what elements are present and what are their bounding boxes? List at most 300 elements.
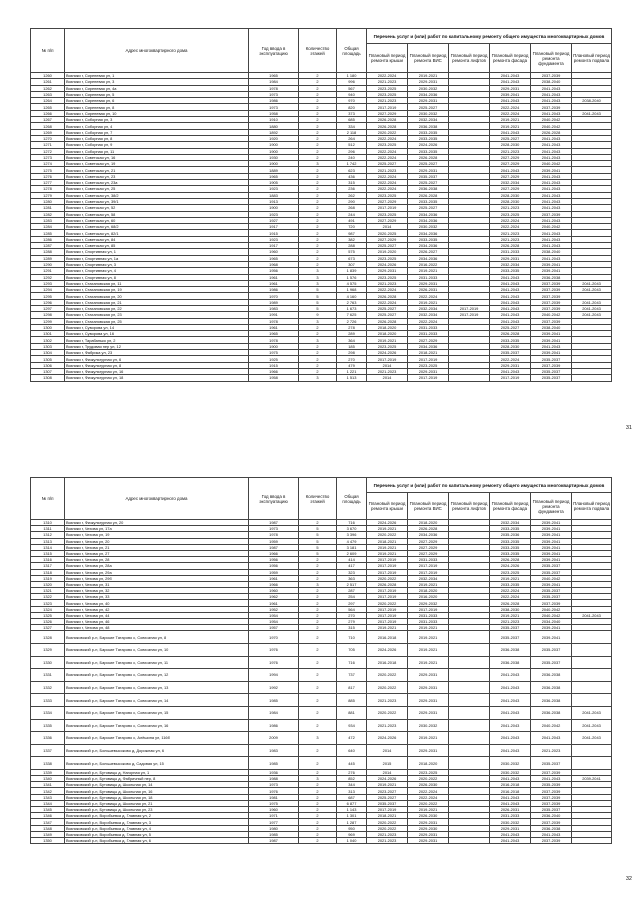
cell-foundation-period: 2037-2039: [531, 305, 572, 311]
cell-lift-period: [449, 706, 490, 719]
cell-year-built: 1965: [249, 331, 299, 337]
cell-facade-period: 2041-2043: [490, 79, 531, 85]
cell-heating-period: 2031-2033: [408, 324, 449, 330]
cell-year-built: 1978: [249, 532, 299, 538]
cell-row-number: 1313: [31, 538, 65, 544]
cell-year-built: 1962: [249, 594, 299, 600]
cell-floors: 2: [299, 192, 337, 198]
cell-facade-period: 2026-2031: [490, 807, 531, 813]
cell-roof-period: 2018-2021: [367, 813, 408, 819]
cell-floors: 2: [299, 819, 337, 825]
header-foundation: Плановый период ремонта фундамента: [531, 493, 572, 520]
cell-facade-period: 2026-2028: [490, 331, 531, 337]
cell-heating-period: 2019-2021: [408, 643, 449, 656]
cell-facade-period: 2019-2021: [490, 117, 531, 123]
cell-facade-period: 2019-2021: [490, 123, 531, 129]
cell-total-area: 1 040: [337, 837, 367, 843]
document-page-32: [30, 477, 612, 844]
cell-total-area: 1 221: [337, 368, 367, 374]
cell-facade-period: 2033-2035: [490, 538, 531, 544]
cell-total-area: 737: [337, 669, 367, 682]
cell-floors: 2: [299, 123, 337, 129]
cell-heating-period: 2019-2021: [408, 631, 449, 644]
cell-foundation-period: 2035-2037: [531, 356, 572, 362]
cell-lift-period: [449, 744, 490, 757]
cell-total-area: 1 742: [337, 161, 367, 167]
cell-row-number: 1336: [31, 732, 65, 745]
cell-total-area: 7 625: [337, 312, 367, 318]
cell-year-built: 1960: [249, 249, 299, 255]
cell-row-number: 1306: [31, 362, 65, 368]
table-row: [31, 375, 612, 381]
cell-year-built: 1978: [249, 318, 299, 324]
cell-foundation-period: 2041-2043: [531, 85, 572, 91]
document-page-31: [30, 28, 612, 382]
cell-total-area: 2 609: [337, 550, 367, 556]
cell-roof-period: 2022-2024: [367, 299, 408, 305]
cell-year-built: 1976: [249, 643, 299, 656]
cell-total-area: 2 726: [337, 318, 367, 324]
header-basement: Плановый период ремонта подвала: [572, 493, 612, 520]
cell-facade-period: 2017-2019: [490, 375, 531, 381]
cell-floors: 2: [299, 769, 337, 775]
cell-roof-period: 2018-2021: [367, 538, 408, 544]
cell-basement-period: 2038-2040: [572, 98, 612, 104]
cell-row-number: 1272: [31, 148, 65, 154]
cell-roof-period: 2024-2026: [367, 732, 408, 745]
cell-roof-period: 2022-2024: [367, 287, 408, 293]
cell-address: Вязники г, Чехова ул, 19: [65, 532, 249, 538]
cell-total-area: 270: [337, 356, 367, 362]
cell-year-built: 1923: [249, 211, 299, 217]
cell-heating-period: 2019-2021: [408, 732, 449, 745]
cell-total-area: 262: [337, 192, 367, 198]
cell-total-area: 296: [337, 148, 367, 154]
cell-facade-period: 2041-2043: [490, 669, 531, 682]
cell-lift-period: [449, 375, 490, 381]
cell-roof-period: 2018-2020: [367, 324, 408, 330]
cell-heating-period: 2034-2036: [408, 230, 449, 236]
cell-year-built: 1960: [249, 588, 299, 594]
cell-address: Вязники г, Физкультурная ул, 20: [65, 520, 249, 526]
cell-roof-period: 2017-2019: [367, 569, 408, 575]
cell-foundation-period: 2039-2041: [531, 337, 572, 343]
cell-year-built: 1965: [249, 255, 299, 261]
cell-roof-period: 2021-2023: [367, 831, 408, 837]
page-number: 32: [625, 876, 632, 882]
cell-address: Вязники г, Спортивная ул, 3: [65, 261, 249, 267]
cell-total-area: 512: [337, 142, 367, 148]
cell-facade-period: 2039-2041: [490, 91, 531, 97]
cell-roof-period: 2021-2023: [367, 368, 408, 374]
cell-row-number: 1333: [31, 694, 65, 707]
cell-facade-period: 2041-2043: [490, 312, 531, 318]
cell-year-built: 1985: [249, 831, 299, 837]
cell-address: Вязники г, Сиреневая ул, 3: [65, 79, 249, 85]
cell-roof-period: 2021-2023: [367, 837, 408, 843]
cell-foundation-period: 2036-2038: [531, 274, 572, 280]
cell-address: Вязники г, Чехова ул, 17а: [65, 526, 249, 532]
cell-address: Вязники г, Советская ул, 25: [65, 186, 249, 192]
cell-total-area: 315: [337, 180, 367, 186]
cell-foundation-period: 2040-2042: [531, 161, 572, 167]
cell-roof-period: 2026-2028: [367, 318, 408, 324]
cell-facade-period: 2022-2024: [490, 110, 531, 116]
cell-address: Вязники г, Стахановская ул, 25: [65, 318, 249, 324]
cell-heating-period: 2036-2038: [408, 123, 449, 129]
cell-heating-period: 2019-2021: [408, 625, 449, 631]
cell-foundation-period: 2035-2039: [531, 782, 572, 788]
cell-address: Вязники г, Советская ул, 38/2: [65, 192, 249, 198]
cell-facade-period: 2033-2035: [490, 268, 531, 274]
cell-heating-period: 2031-2033: [408, 274, 449, 280]
cell-roof-period: 2024-2026: [367, 261, 408, 267]
cell-foundation-period: 2037-2039: [531, 769, 572, 775]
cell-roof-period: 2017-2019: [367, 594, 408, 600]
cell-total-area: 817: [337, 681, 367, 694]
cell-basement-period: 2041-2043: [572, 280, 612, 286]
cell-facade-period: 2019-2021: [490, 575, 531, 581]
cell-facade-period: 2041-2043: [490, 681, 531, 694]
cell-roof-period: 2017-2019: [367, 356, 408, 362]
cell-total-area: 720: [337, 224, 367, 230]
cell-row-number: 1296: [31, 299, 65, 305]
cell-roof-period: 2021-2023: [367, 79, 408, 85]
cell-foundation-period: 2037-2039: [531, 794, 572, 800]
cell-row-number: 1325: [31, 612, 65, 618]
cell-row-number: 1341: [31, 782, 65, 788]
cell-floors: 2: [299, 173, 337, 179]
cell-address: Вязники г, Сиреневая ул, 10: [65, 110, 249, 116]
cell-year-built: 1913: [249, 198, 299, 204]
cell-basement-period: [572, 837, 612, 843]
cell-heating-period: 2025-2027: [408, 205, 449, 211]
table-row: [31, 681, 612, 694]
cell-floors: 2: [299, 625, 337, 631]
cell-year-built: 1970: [249, 293, 299, 299]
cell-row-number: 1263: [31, 91, 65, 97]
cell-row-number: 1346: [31, 813, 65, 819]
cell-facade-period: 2041-2043: [490, 299, 531, 305]
cell-total-area: 2 118: [337, 129, 367, 135]
cell-facade-period: 2026-2028: [490, 243, 531, 249]
cell-basement-period: [572, 757, 612, 770]
cell-floors: 2: [299, 825, 337, 831]
cell-heating-period: 2025-2027: [408, 180, 449, 186]
cell-facade-period: 2027-2029: [490, 173, 531, 179]
cell-lift-period: [449, 643, 490, 656]
cell-heating-period: 2017-2019: [408, 356, 449, 362]
cell-heating-period: 2018-2021: [408, 350, 449, 356]
header-roof: Плановый период ремонта крыши: [367, 493, 408, 520]
cell-total-area: 623: [337, 167, 367, 173]
cell-total-area: 414: [337, 557, 367, 563]
cell-total-area: 2 763: [337, 299, 367, 305]
cell-foundation-period: 2035-2037: [531, 368, 572, 374]
cell-floors: 3: [299, 268, 337, 274]
cell-row-number: 1308: [31, 375, 65, 381]
cell-foundation-period: 2037-2039: [531, 788, 572, 794]
cell-address: Вязники г, Соборная ул, 7: [65, 129, 249, 135]
cell-lift-period: [449, 757, 490, 770]
cell-total-area: 1 839: [337, 268, 367, 274]
cell-foundation-period: 2035-2037: [531, 594, 572, 600]
cell-total-area: 996: [337, 79, 367, 85]
cell-heating-period: 2036-2038: [408, 186, 449, 192]
cell-total-area: 1 576: [337, 274, 367, 280]
cell-address: Вязники г, Соборная ул, 11: [65, 148, 249, 154]
cell-facade-period: 2022-2024: [490, 217, 531, 223]
cell-foundation-period: 2039-2041: [531, 261, 572, 267]
cell-foundation-period: 2034-2040: [531, 619, 572, 625]
cell-facade-period: 2028-2030: [490, 198, 531, 204]
cell-facade-period: 2033-2035: [490, 550, 531, 556]
cell-row-number: 1297: [31, 305, 65, 311]
cell-year-built: 1984: [249, 79, 299, 85]
cell-address: Вязники г, Суворова ул, 14: [65, 324, 249, 330]
cell-address: Вязники г, Спортивная ул, 8: [65, 274, 249, 280]
cell-address: Вязники г, Чехова ул, 40: [65, 600, 249, 606]
cell-foundation-period: 2041-2043: [531, 142, 572, 148]
cell-floors: 2: [299, 236, 337, 242]
page-number: 31: [625, 425, 632, 431]
cell-address: Вязниковский р-н, Воробьевка д, Главная ул, 4: [65, 825, 249, 831]
cell-year-built: 1883: [249, 192, 299, 198]
cell-address: Вязники г, Чехова ул, 21: [65, 544, 249, 550]
header-roof: Плановый период ремонта крыши: [367, 44, 408, 73]
cell-total-area: 4 479: [337, 538, 367, 544]
cell-heating-period: 2017-2019: [408, 606, 449, 612]
cell-year-built: 1910: [249, 117, 299, 123]
cell-floors: 2: [299, 73, 337, 79]
cell-year-built: 1986: [249, 98, 299, 104]
cell-foundation-period: 2039-2041: [531, 268, 572, 274]
cell-year-built: 1959: [249, 538, 299, 544]
cell-facade-period: 2031-2033: [490, 813, 531, 819]
cell-total-area: 970: [337, 98, 367, 104]
cell-roof-period: 2020-2022: [367, 681, 408, 694]
cell-address: Вязниковский р-н, Барские Татарово с, Совхозная ул, 8: [65, 631, 249, 644]
cell-roof-period: 2029-2031: [367, 268, 408, 274]
cell-roof-period: 2019-2021: [367, 625, 408, 631]
cell-roof-period: 2019-2020: [367, 249, 408, 255]
cell-floors: 2: [299, 619, 337, 625]
cell-heating-period: 2022-2024: [408, 318, 449, 324]
cell-address: Вязниковский р-н, Большевысоково д, Дорожная ул, 6: [65, 744, 249, 757]
cell-floors: 2: [299, 331, 337, 337]
cell-foundation-period: 2041-2043: [531, 217, 572, 223]
cell-floors: 2: [299, 807, 337, 813]
cell-roof-period: 2020-2025: [367, 230, 408, 236]
cell-facade-period: 2016-2018: [490, 782, 531, 788]
cell-roof-period: 2019-2021: [367, 544, 408, 550]
cell-foundation-period: 2041-2043: [531, 198, 572, 204]
cell-total-area: 881: [337, 706, 367, 719]
cell-row-number: 1285: [31, 230, 65, 236]
cell-address: Вязники г, Спортивная ул, 1а: [65, 255, 249, 261]
cell-heating-period: 2033-2035: [408, 135, 449, 141]
cell-address: Вязники г, Чехова ул, 20: [65, 538, 249, 544]
cell-roof-period: 2019-2021: [367, 526, 408, 532]
cell-foundation-period: 2039-2041: [531, 625, 572, 631]
cell-floors: 2: [299, 794, 337, 800]
cell-address: Вязниковский р-н, Барские Татарово с, Совхозная ул, 15: [65, 706, 249, 719]
cell-floors: 2: [299, 744, 337, 757]
cell-row-number: 1293: [31, 280, 65, 286]
cell-facade-period: 2033-2035: [490, 581, 531, 587]
cell-floors: 3: [299, 732, 337, 745]
cell-lift-period: 2017-2019: [449, 305, 490, 311]
cell-row-number: 1338: [31, 757, 65, 770]
cell-row-number: 1282: [31, 211, 65, 217]
cell-address: Вязники г, Чехова ул, 27: [65, 550, 249, 556]
cell-year-built: 1900: [249, 205, 299, 211]
cell-facade-period: 2030-2032: [490, 819, 531, 825]
cell-address: Вязниковский р-н, Воробьевка д, Главная ул, 2: [65, 813, 249, 819]
cell-foundation-period: 2036-2038: [531, 706, 572, 719]
cell-total-area: 885: [337, 694, 367, 707]
cell-facade-period: 2022-2024: [490, 594, 531, 600]
cell-total-area: 564: [337, 606, 367, 612]
cell-year-built: 1987: [249, 544, 299, 550]
cell-facade-period: 2031-2033: [490, 249, 531, 255]
cell-facade-period: 2021-2023: [490, 230, 531, 236]
cell-foundation-period: 2039-2041: [531, 331, 572, 337]
cell-year-built: 1987: [249, 837, 299, 843]
header-facade: Плановый период ремонта фасада: [490, 493, 531, 520]
cell-row-number: 1344: [31, 800, 65, 806]
cell-total-area: 1 287: [337, 819, 367, 825]
table-row: [31, 643, 612, 656]
cell-row-number: 1299: [31, 318, 65, 324]
cell-foundation-period: 2041-2043: [531, 180, 572, 186]
cell-total-area: 236: [337, 186, 367, 192]
cell-lift-period: [449, 837, 490, 843]
cell-total-area: 4 575: [337, 280, 367, 286]
cell-floors: 5: [299, 287, 337, 293]
cell-address: Вязники г, Советская ул, 21: [65, 167, 249, 173]
cell-foundation-period: 2035-2037: [531, 563, 572, 569]
cell-facade-period: 2032-2034: [490, 180, 531, 186]
cell-roof-period: 2027-2029: [367, 198, 408, 204]
cell-foundation-period: 2041-2043: [531, 230, 572, 236]
cell-row-number: 1264: [31, 98, 65, 104]
cell-facade-period: 2025-2027: [490, 135, 531, 141]
cell-address: Вязники г, Соборная ул, 9: [65, 142, 249, 148]
cell-roof-period: 2023-2025: [367, 255, 408, 261]
cell-row-number: 1312: [31, 532, 65, 538]
cell-total-area: 315: [337, 625, 367, 631]
cell-floors: 2: [299, 606, 337, 612]
cell-year-built: 1958: [249, 110, 299, 116]
cell-foundation-period: 2039-2041: [531, 167, 572, 173]
cell-foundation-period: 2037-2039: [531, 73, 572, 79]
cell-heating-period: 2029-2031: [408, 79, 449, 85]
cell-address: Вязниковский р-н, Большевысоково д, Садовая ул, 15: [65, 757, 249, 770]
cell-year-built: 1961: [249, 575, 299, 581]
cell-facade-period: 2033-2035: [490, 337, 531, 343]
cell-floors: 2: [299, 343, 337, 349]
cell-year-built: 1992: [249, 681, 299, 694]
table-row: [31, 669, 612, 682]
cell-row-number: 1274: [31, 161, 65, 167]
cell-roof-period: 2020-2022: [367, 129, 408, 135]
cell-year-built: 1981: [249, 794, 299, 800]
cell-total-area: 969: [337, 831, 367, 837]
cell-row-number: 1331: [31, 669, 65, 682]
cell-roof-period: 2023-2025: [367, 343, 408, 349]
cell-total-area: 276: [337, 769, 367, 775]
cell-year-built: 1889: [249, 167, 299, 173]
cell-roof-period: 2025-2027: [367, 243, 408, 249]
cell-year-built: 1973: [249, 104, 299, 110]
cell-roof-period: 2023-2025: [367, 85, 408, 91]
cell-basement-period: 2041-2043: [572, 110, 612, 116]
cell-floors: 2: [299, 563, 337, 569]
cell-foundation-period: 2040-2042: [531, 312, 572, 318]
cell-address: Вязники г, Сиреневая ул, 4а: [65, 85, 249, 91]
cell-floors: 2: [299, 557, 337, 563]
cell-address: Вязниковский р-н, Барские Татарово с, Совхозная ул, 13: [65, 681, 249, 694]
cell-floors: 5: [299, 532, 337, 538]
cell-facade-period: 2029-2031: [490, 255, 531, 261]
cell-total-area: 575: [337, 249, 367, 255]
cell-year-built: 1957: [249, 625, 299, 631]
cell-foundation-period: 2039-2041: [531, 557, 572, 563]
cell-basement-period: 2041-2043: [572, 719, 612, 732]
cell-heating-period: 2026-2030: [408, 813, 449, 819]
header-facade: Плановый период ремонта фасада: [490, 44, 531, 73]
cell-floors: 2: [299, 656, 337, 669]
cell-roof-period: 2022-2024: [367, 73, 408, 79]
cell-basement-period: 2041-2043: [572, 299, 612, 305]
cell-row-number: 1334: [31, 706, 65, 719]
cell-floors: 2: [299, 167, 337, 173]
cell-heating-period: 2034-2036: [408, 217, 449, 223]
cell-heating-period: 2034-2036: [408, 255, 449, 261]
cell-row-number: 1262: [31, 85, 65, 91]
cell-total-area: 852: [337, 776, 367, 782]
cell-row-number: 1281: [31, 205, 65, 211]
cell-floors: 5: [299, 305, 337, 311]
cell-row-number: 1305: [31, 356, 65, 362]
cell-heating-period: 2018-2020: [408, 757, 449, 770]
cell-basement-period: 2041-2043: [572, 305, 612, 311]
cell-roof-period: 2021-2023: [367, 719, 408, 732]
cell-roof-period: 2020-2022: [367, 532, 408, 538]
cell-row-number: 1322: [31, 594, 65, 600]
cell-row-number: 1291: [31, 268, 65, 274]
cell-year-built: 1991: [249, 312, 299, 318]
cell-address: Вязники г, Чехова ул, 44: [65, 612, 249, 618]
cell-foundation-period: 2039-2041: [531, 526, 572, 532]
cell-year-built: 1915: [249, 362, 299, 368]
cell-foundation-period: 2041-2043: [531, 192, 572, 198]
cell-facade-period: 2023-2025: [490, 211, 531, 217]
cell-heating-period: 2029-2031: [408, 819, 449, 825]
cell-roof-period: 2020-2022: [367, 706, 408, 719]
cell-year-built: 1900: [249, 343, 299, 349]
cell-foundation-period: 2039-2041: [531, 544, 572, 550]
cell-foundation-period: 2041-2043: [531, 255, 572, 261]
cell-total-area: 934: [337, 719, 367, 732]
cell-address: Вязники г, Чехова ул, 28: [65, 557, 249, 563]
cell-total-area: 491: [337, 217, 367, 223]
cell-row-number: 1295: [31, 293, 65, 299]
cell-floors: 2: [299, 631, 337, 644]
cell-facade-period: 2041-2043: [490, 776, 531, 782]
cell-roof-period: 2019-2021: [367, 337, 408, 343]
